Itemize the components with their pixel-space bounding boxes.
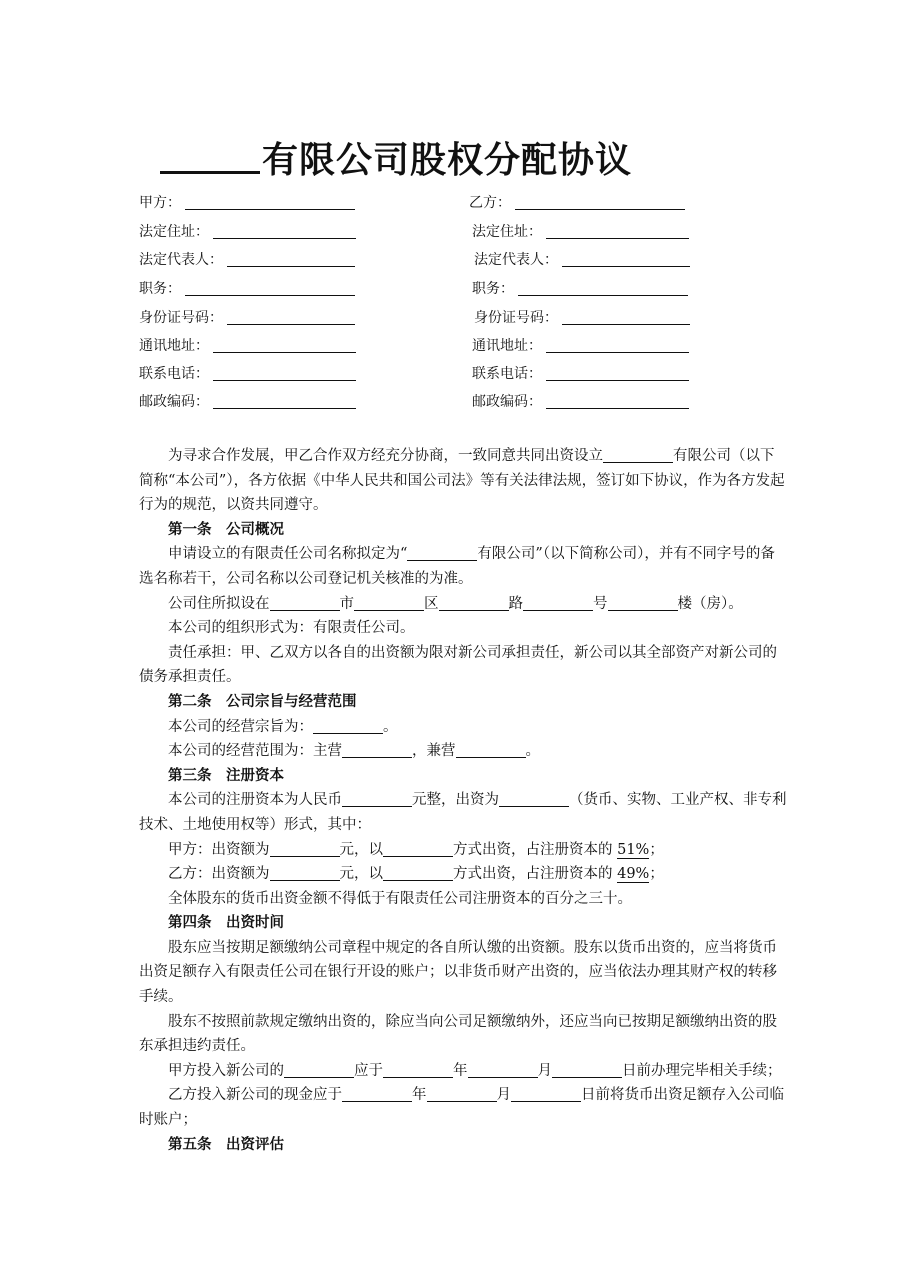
preamble: 为寻求合作发展，甲乙合作双方经充分协商，一致同意共同出资设立 有限公司（以下简称“本公司”），各方依据《中华人民共和国公司法》等有关法律法规，签订如下协议，作为各方发起行为的规范，以资共同遵守。 — [139, 448, 785, 514]
blank — [270, 841, 340, 857]
blank — [213, 394, 356, 409]
blank — [546, 224, 689, 239]
party-a-share: 51% — [617, 841, 650, 858]
party-b-position: 职务： — [472, 279, 688, 299]
blank — [546, 394, 689, 409]
party-a-id: 身份证号码： — [139, 308, 355, 328]
blank — [511, 1086, 581, 1102]
blank — [499, 791, 569, 807]
blank — [608, 595, 678, 611]
article-1-p2: 公司住所拟设在 市 区 路 号 楼（房）。 — [168, 595, 743, 612]
agreement-body — [139, 444, 787, 1157]
blank — [562, 252, 690, 267]
blank — [342, 1086, 412, 1102]
blank — [546, 366, 689, 381]
article-1-p1: 申请设立的有限责任公司名称拟定为“ 有限公司”（以下简称公司），并有不同字号的备选名称若干，公司名称以公司登记机关核准的为准。 — [139, 546, 775, 587]
title-company-blank — [160, 141, 260, 174]
article-4-heading: 第四条 出资时间 — [168, 915, 284, 932]
blank — [383, 841, 453, 857]
party-b-rep: 法定代表人： — [474, 250, 690, 270]
article-1-heading: 第一条 公司概况 — [168, 521, 284, 538]
blank — [523, 595, 593, 611]
article-4-p3: 甲方投入新公司的 应于 年 月 日前办理完毕相关手续； — [168, 1062, 782, 1079]
party-a-mail: 通讯地址： — [139, 336, 356, 356]
blank — [313, 718, 383, 734]
blank — [427, 1086, 497, 1102]
blank — [270, 865, 340, 881]
blank — [270, 595, 340, 611]
article-3-p2: 甲方：出资额为 元，以 方式出资，占注册资本的 51%； — [168, 841, 664, 858]
article-2-p2: 本公司的经营范围为：主营 ，兼营 。 — [168, 743, 540, 760]
party-b-share: 49% — [617, 866, 650, 883]
party-b-phone: 联系电话： — [472, 364, 689, 384]
blank — [342, 791, 412, 807]
blank — [518, 281, 688, 296]
article-1-p3: 本公司的组织形式为：有限责任公司。 — [168, 620, 415, 637]
article-2-p1: 本公司的经营宗旨为： 。 — [168, 718, 398, 735]
party-a-rep: 法定代表人： — [139, 250, 355, 270]
blank — [227, 310, 355, 325]
party-a-address: 法定住址： — [139, 222, 356, 242]
blank — [552, 1062, 622, 1078]
article-3-p4: 全体股东的货币出资金额不得低于有限责任公司注册资本的百分之三十。 — [168, 890, 632, 907]
article-4-p4: 乙方投入新公司的现金应于 年 月 日前将货币出资足额存入公司临时账户； — [139, 1087, 784, 1129]
blank — [515, 195, 685, 210]
blank — [213, 224, 356, 239]
blank — [342, 742, 412, 758]
party-b-address: 法定住址： — [472, 222, 689, 242]
document-title — [160, 132, 720, 183]
article-4-p2: 股东不按照前款规定缴纳出资的，除应当向公司足额缴纳外，还应当向已按期足额缴纳出资的股东承担违约责任。 — [139, 1013, 777, 1055]
blank — [562, 310, 690, 325]
article-2-heading: 第二条 公司宗旨与经营范围 — [168, 693, 357, 710]
blank — [546, 338, 689, 353]
blank — [227, 252, 355, 267]
blank — [383, 865, 453, 881]
blank — [439, 595, 509, 611]
blank — [284, 1062, 354, 1078]
party-b-zip: 邮政编码： — [472, 392, 689, 412]
blank — [213, 366, 356, 381]
blank — [185, 281, 355, 296]
article-3-heading: 第三条 注册资本 — [168, 767, 284, 784]
party-b-id: 身份证号码： — [474, 308, 690, 328]
article-1-p4: 责任承担：甲、乙双方以各自的出资额为限对新公司承担责任，新公司以其全部资产对新公司的债务承担责任。 — [139, 644, 777, 686]
blank — [456, 742, 526, 758]
party-a-name: 甲方： — [139, 193, 355, 213]
party-a-zip: 邮政编码： — [139, 392, 356, 412]
blank — [407, 545, 477, 561]
party-b-name: 乙方： — [469, 193, 685, 213]
party-b-mail: 通讯地址： — [472, 336, 689, 356]
article-3-p3: 乙方：出资额为 元，以 方式出资，占注册资本的 49%； — [168, 866, 664, 883]
blank — [383, 1062, 453, 1078]
title-text: 有限公司股权分配协议 — [262, 140, 633, 181]
blank — [213, 338, 356, 353]
article-5-heading: 第五条 出资评估 — [168, 1136, 284, 1153]
blank — [603, 447, 673, 463]
article-3-p1: 本公司的注册资本为人民币 元整，出资为 （货币、实物、工业产权、非专利技术、土地使用权等）形式，其中： — [139, 792, 787, 833]
party-a-position: 职务： — [139, 279, 355, 299]
blank — [468, 1062, 538, 1078]
article-4-p1: 股东应当按期足额缴纳公司章程中规定的各自所认缴的出资额。股东以货币出资的，应当将货币出资足额存入有限责任公司在银行开设的账户；以非货币财产出资的，应当依法办理其财产权的转移手续。 — [139, 939, 777, 1006]
blank — [185, 195, 355, 210]
blank — [354, 595, 424, 611]
party-a-phone: 联系电话： — [139, 364, 356, 384]
